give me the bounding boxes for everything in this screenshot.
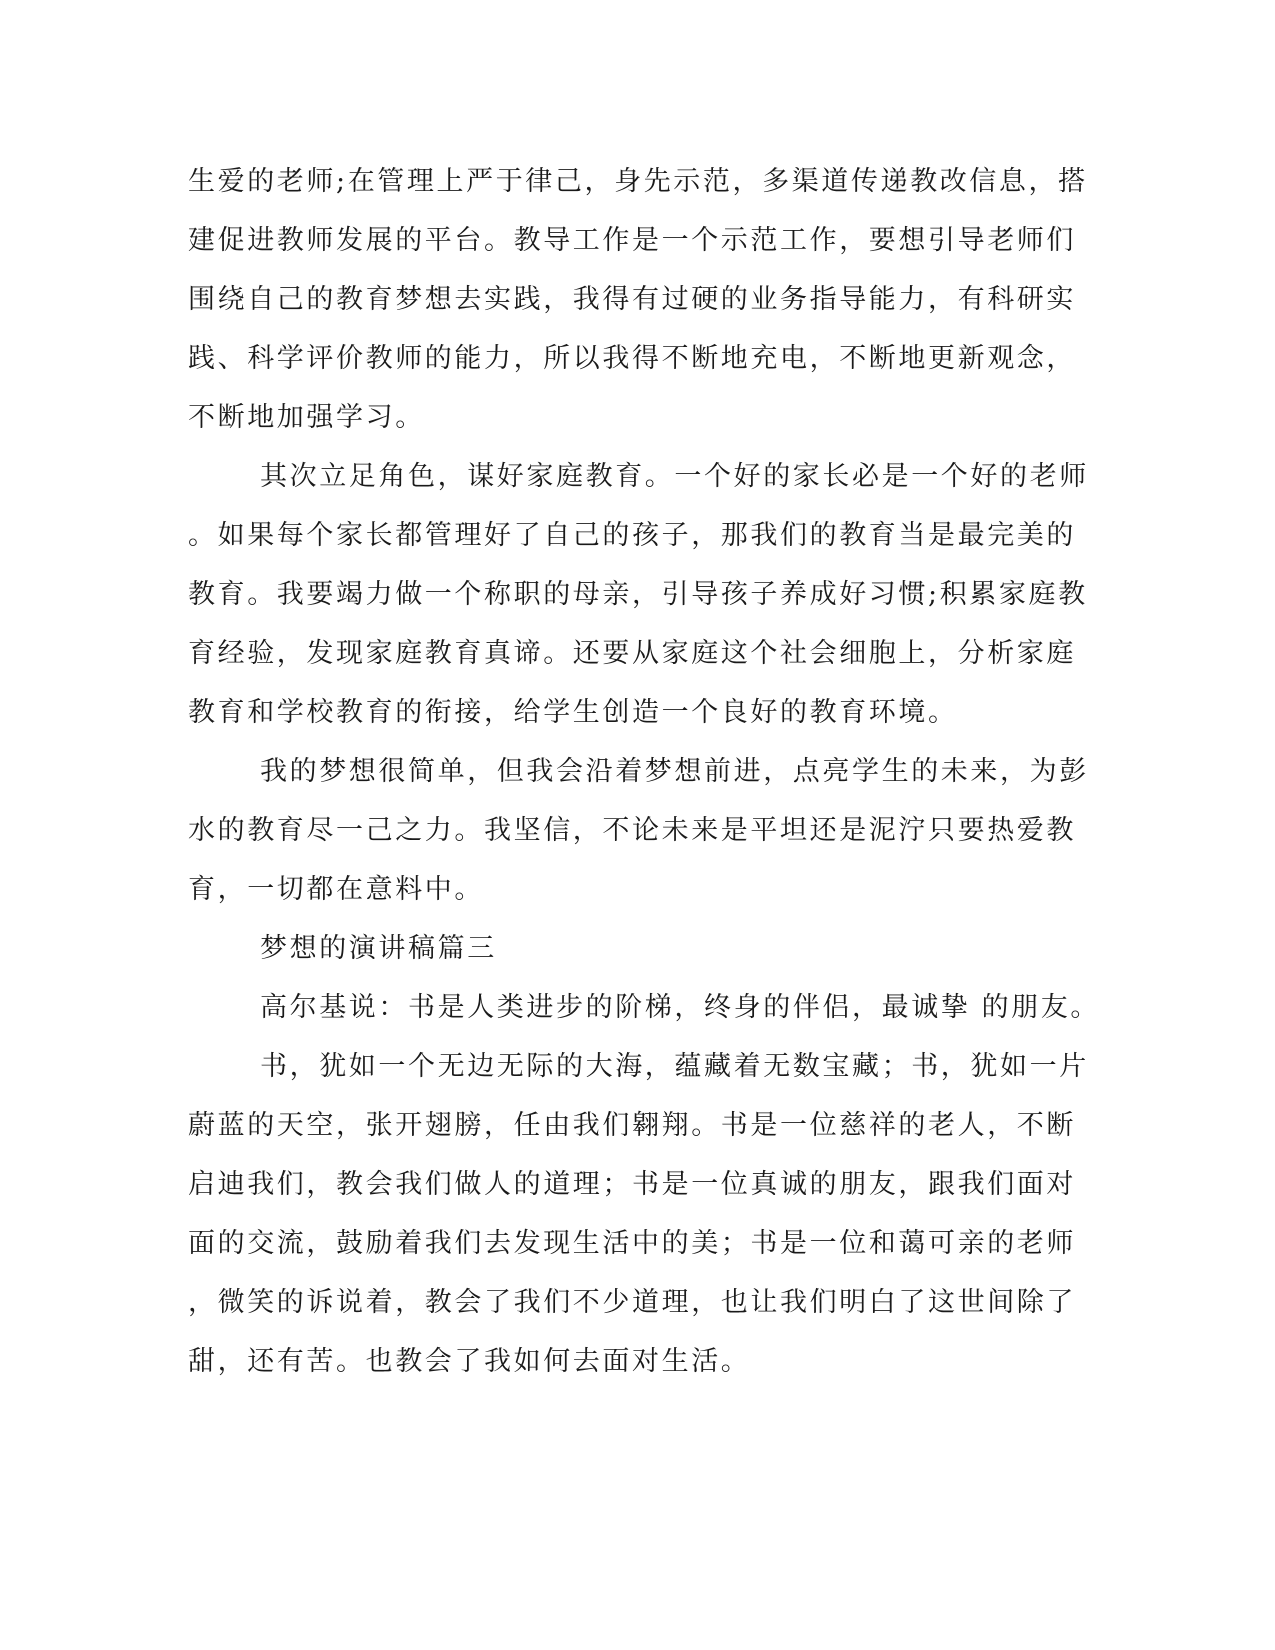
- text-line: 甜，还有苦。也教会了我如何去面对生活。: [188, 1346, 751, 1377]
- text-line: 不断地加强学习。: [188, 402, 425, 433]
- text-line: 水的教育尽一己之力。我坚信，不论未来是平坦还是泥泞只要热爱教: [188, 815, 1076, 846]
- text-line: 启迪我们，教会我们做人的道理；书是一位真诚的朋友，跟我们面对: [188, 1169, 1076, 1200]
- text-line: 面的交流，鼓励着我们去发现生活中的美；书是一位和蔼可亲的老师: [188, 1228, 1076, 1259]
- section-heading: 梦想的演讲稿篇三: [260, 933, 497, 964]
- text-line: 育，一切都在意料中。: [188, 874, 484, 905]
- text-line: 。如果每个家长都管理好了自己的孩子，那我们的教育当是最完美的: [188, 520, 1076, 551]
- text-line: 建促进教师发展的平台。教导工作是一个示范工作，要想引导老师们: [188, 225, 1076, 256]
- paragraph-first-line: 高尔基说：书是人类进步的阶梯，终身的伴侣，最诚挚 的朋友。: [260, 992, 1100, 1023]
- paragraph-first-line: 我的梦想很简单，但我会沿着梦想前进，点亮学生的未来，为彭: [260, 756, 1089, 787]
- text-line: 育经验，发现家庭教育真谛。还要从家庭这个社会细胞上，分析家庭: [188, 638, 1076, 669]
- text-line: ，微笑的诉说着，教会了我们不少道理，也让我们明白了这世间除了: [188, 1287, 1076, 1318]
- text-line: 践、科学评价教师的能力，所以我得不断地充电，不断地更新观念，: [188, 343, 1076, 374]
- text-line: 教育。我要竭力做一个称职的母亲，引导孩子养成好习惯;积累家庭教: [188, 579, 1088, 610]
- text-line: 蔚蓝的天空，张开翅膀，任由我们翱翔。书是一位慈祥的老人，不断: [188, 1110, 1076, 1141]
- text-line: 围绕自己的教育梦想去实践，我得有过硬的业务指导能力，有科研实: [188, 284, 1076, 315]
- paragraph-first-line: 书，犹如一个无边无际的大海，蕴藏着无数宝藏；书，犹如一片: [260, 1051, 1089, 1082]
- text-line: 教育和学校教育的衔接，给学生创造一个良好的教育环境。: [188, 697, 958, 728]
- paragraph-first-line: 其次立足角色，谋好家庭教育。一个好的家长必是一个好的老师: [260, 461, 1089, 492]
- text-line: 生爱的老师;在管理上严于律己，身先示范，多渠道传递教改信息，搭: [188, 166, 1088, 197]
